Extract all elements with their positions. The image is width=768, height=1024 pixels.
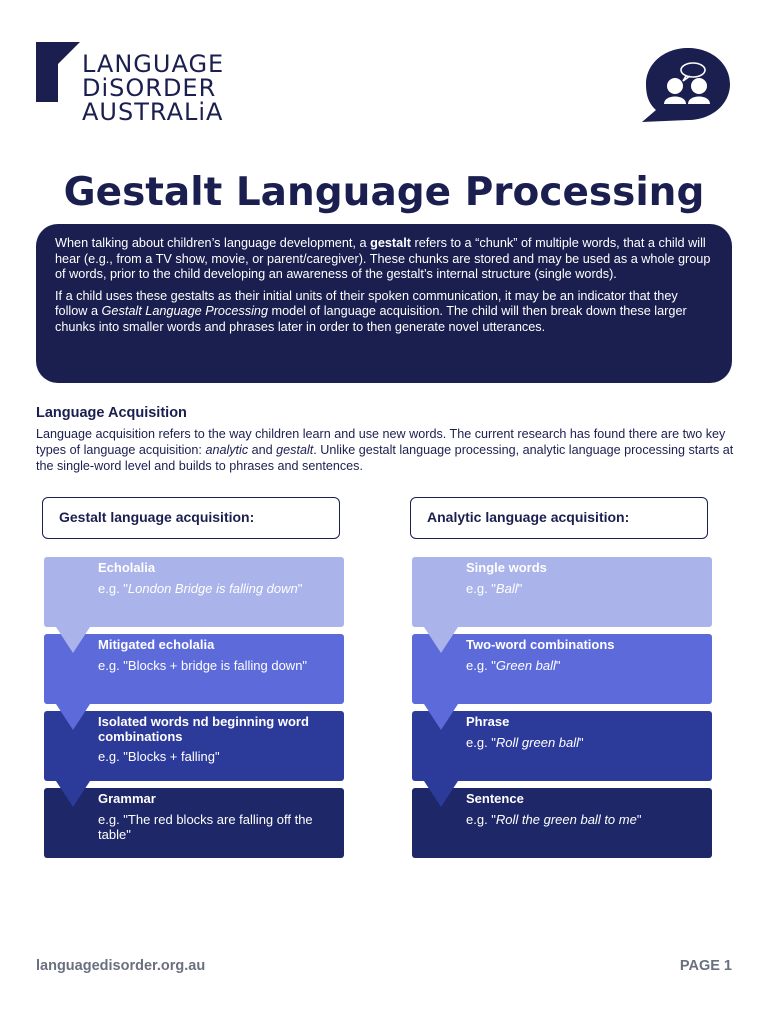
logo-mark-icon	[36, 42, 80, 102]
analytic-arrow-1	[424, 627, 458, 653]
analytic-arrow-2	[424, 704, 458, 730]
intro-paragraph-2: If a child uses these gestalts as their initial units of their spoken communication, it may be an indicator that they follow a Gestalt Language Processing model of language acquisition. The child will then break down these larger chunks into smaller words and phrases later in order to then generate novel utterances.	[55, 288, 687, 334]
gestalt-step-3: Isolated words nd beginning word combinations e.g. "Blocks + falling"	[44, 711, 344, 781]
intro-box	[36, 224, 732, 383]
brand-logo	[36, 42, 266, 132]
analytic-step-2: Two-word combinations e.g. "Green ball"	[412, 634, 712, 704]
analytic-column-header: Analytic language acquisition:	[410, 497, 708, 539]
website-link[interactable]: languagedisorder.org.au	[36, 958, 206, 974]
intro-paragraph-1: When talking about children’s language development, a gestalt refers to a “chunk” of multiple words, that a child will hear (e.g., from a TV show, movie, or parent/caregiver). These chunks are stored and may be used as a whole group of words, prior to the child developing an awareness of the gestalt’s internal structure (single words).	[55, 236, 711, 282]
gestalt-step-4: Grammar e.g. "The red blocks are falling off the table"	[44, 788, 344, 858]
gestalt-arrow-3	[56, 781, 90, 807]
gestalt-step-2: Mitigated echolalia e.g. "Blocks + bridge is falling down"	[44, 634, 344, 704]
gestalt-step-1: Echolalia e.g. "London Bridge is falling down"	[44, 557, 344, 627]
section-heading: Language Acquisition	[36, 405, 187, 421]
page-number: PAGE 1	[679, 958, 732, 974]
analytic-step-1: Single words e.g. "Ball"	[412, 557, 712, 627]
page-title: Gestalt Language Processing	[63, 170, 705, 215]
gestalt-arrow-2	[56, 704, 90, 730]
analytic-arrow-3	[424, 781, 458, 807]
gestalt-column-header: Gestalt language acquisition:	[42, 497, 340, 539]
section-body: Language acquisition refers to the way children learn and use new words. The current research has found there are two key types of language acquisition: analytic and gestalt. Unlike gestalt language processing, analytic language processing starts at the single-word level and builds to phrases and sentences.	[36, 427, 734, 473]
analytic-step-4: Sentence e.g. "Roll the green ball to me"	[412, 788, 712, 858]
logo-wordmark: LANGUAGE DiSORDER AUSTRALiA	[82, 50, 225, 126]
gestalt-arrow-1	[56, 627, 90, 653]
analytic-step-3: Phrase e.g. "Roll green ball"	[412, 711, 712, 781]
speech-bubble-heads-icon	[638, 46, 734, 126]
